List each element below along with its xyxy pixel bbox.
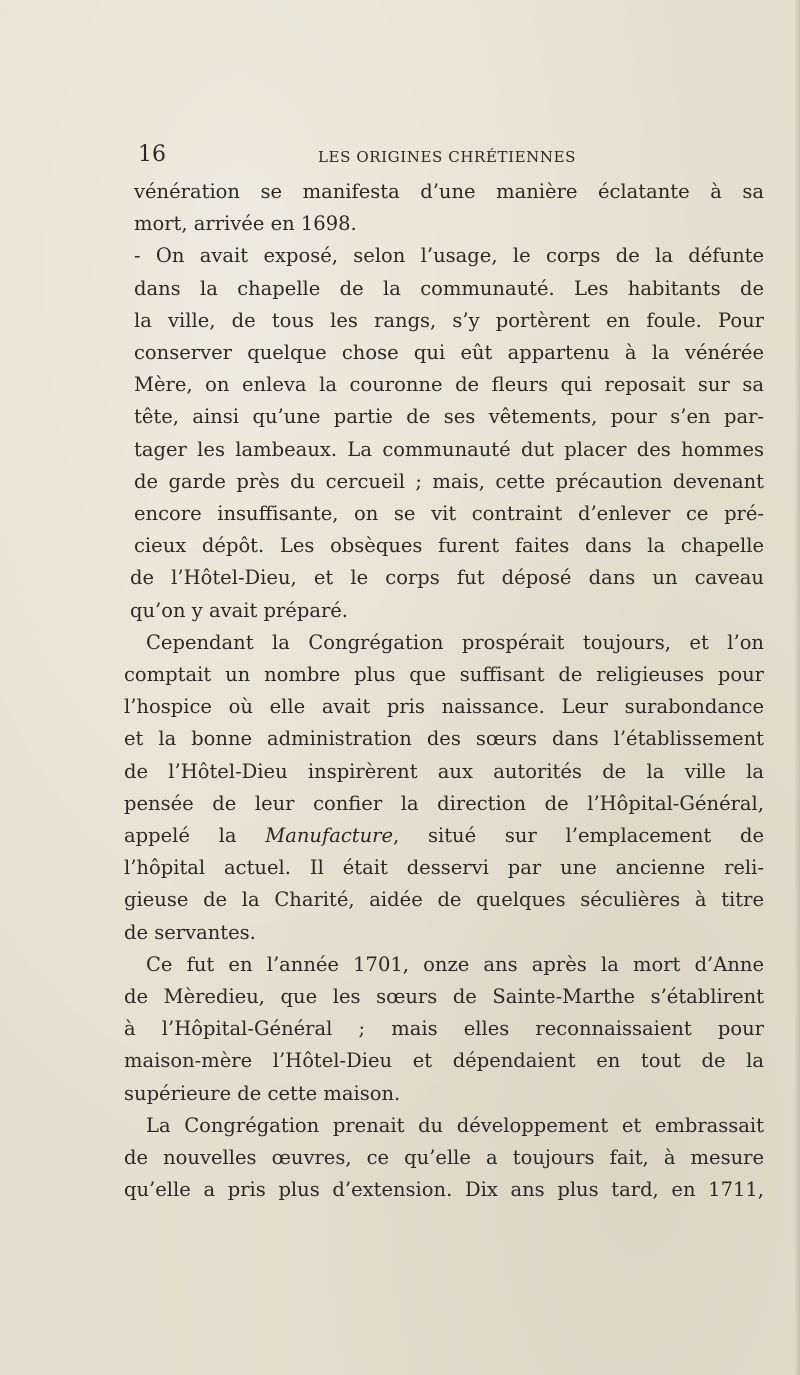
italic-term: Manufacture — [265, 824, 394, 848]
text-line: vénération se manifesta d’une manière éclatante à sa — [134, 180, 764, 203]
text-line-with-italic — [124, 820, 764, 852]
text-line: de l’Hôtel-Dieu inspirèrent aux autorités de la ville la — [124, 759, 764, 783]
text-line: l’hôpital actuel. Il était desservi par une ancienne reli- — [124, 856, 764, 880]
text-line: Cependant la Congrégation prospérait toujours, et l’on — [146, 630, 764, 654]
paragraph-5 — [124, 1110, 764, 1207]
paragraph-2 — [124, 240, 764, 626]
text-line: qu’elle a pris plus d’extension. Dix ans plus tard, en 1711, — [124, 1178, 764, 1202]
text-line: l’hospice où elle avait pris naissance. Leur surabondance — [124, 695, 764, 719]
text-line: encore insuffisante, on se vit contraint d’enlever ce pré- — [134, 502, 764, 526]
text-line: cieux dépôt. Les obsèques furent faites dans la chapelle — [134, 534, 764, 558]
text-line: de nouvelles œuvres, ce qu’elle a toujours fait, à mesure — [124, 1146, 764, 1170]
page-number: 16 — [138, 142, 166, 167]
text-line: la ville, de tous les rangs, s’y portèrent en foule. Pour — [134, 308, 764, 332]
text-line: Ce fut en l’année 1701, onze ans après la mort d’Anne — [146, 952, 764, 976]
text-line: conserver quelque chose qui eût appartenu à la vénérée — [134, 341, 764, 365]
text-line: de garde près du cercueil ; mais, cette précaution devenant — [134, 469, 764, 493]
text-line: Mère, on enleva la couronne de fleurs qui reposait sur sa — [134, 373, 764, 397]
text-line: qu’on y avait préparé. — [130, 598, 349, 622]
running-head — [138, 140, 763, 170]
text-line: tager les lambeaux. La communauté dut placer des hommes — [134, 437, 764, 461]
text-line: de servantes. — [124, 920, 256, 944]
text-segment: , situé sur l’emplacement de — [393, 824, 765, 848]
running-title: LES ORIGINES CHRÉTIENNES — [318, 148, 577, 166]
text-line: tête, ainsi qu’une partie de ses vêtements, pour s’en par- — [134, 405, 764, 429]
text-line: maison-mère l’Hôtel-Dieu et dépendaient en tout de la — [124, 1049, 764, 1073]
body-text — [124, 176, 764, 1207]
text-line: pensée de leur confier la direction de l’Hôpital-Général, — [124, 791, 764, 815]
text-line: comptait un nombre plus que suffisant de religieuses pour — [124, 663, 764, 687]
text-line: La Congrégation prenait du développement et embrassait — [146, 1113, 764, 1137]
text-line: supérieure de cette maison. — [124, 1081, 401, 1105]
text-line: mort, arrivée en 1698. — [134, 212, 357, 236]
text-line: dans la chapelle de la communauté. Les habitants de — [134, 276, 764, 300]
text-line: de l’Hôtel-Dieu, et le corps fut déposé dans un caveau — [130, 566, 764, 590]
paragraph-1 — [124, 176, 764, 240]
text-line: de Mèredieu, que les sœurs de Sainte-Marthe s’établirent — [124, 985, 764, 1009]
text-segment: appelé la — [124, 824, 266, 848]
paragraph-3 — [124, 627, 764, 949]
paragraph-4 — [124, 949, 764, 1110]
text-line: et la bonne administration des sœurs dans l’établissement — [124, 727, 764, 751]
text-line: à l’Hôpital-Général ; mais elles reconnaissaient pour — [124, 1017, 764, 1041]
text-line: gieuse de la Charité, aidée de quelques séculières à titre — [124, 888, 764, 912]
text-line: - On avait exposé, selon l’usage, le corps de la défunte — [134, 244, 764, 268]
